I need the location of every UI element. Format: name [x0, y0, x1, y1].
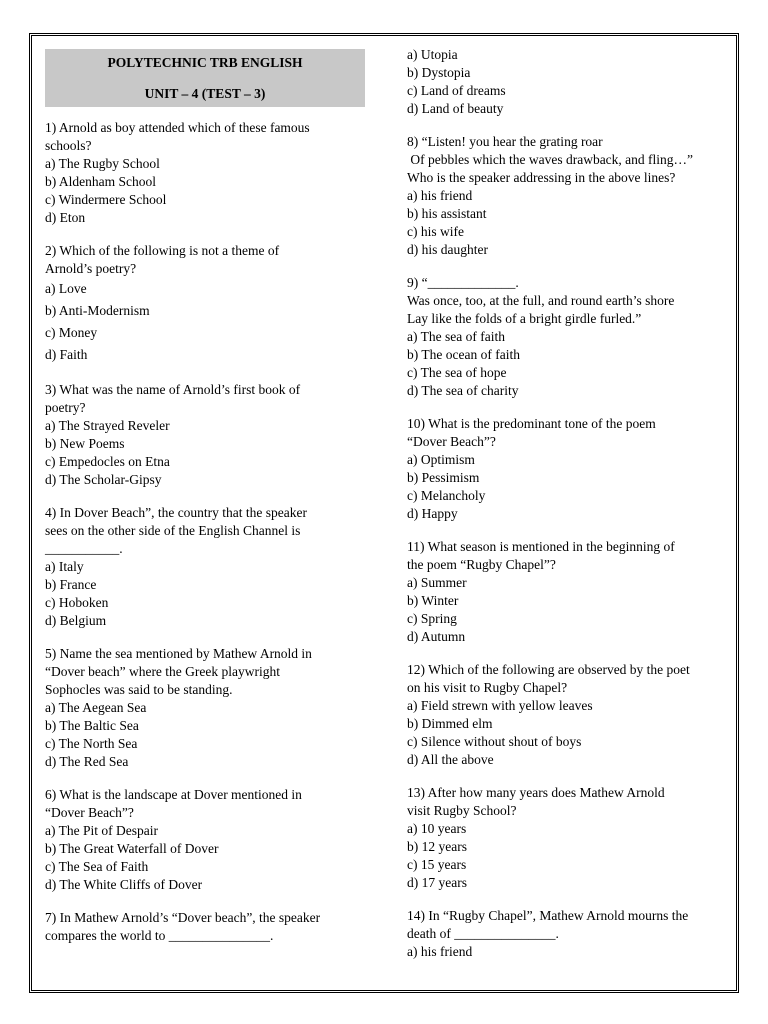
- option: c) The Sea of Faith: [45, 859, 149, 874]
- option: b) New Poems: [45, 436, 125, 451]
- question-text: Of pebbles which the waves drawback, and fling…”: [407, 152, 694, 167]
- left-column: [45, 46, 375, 960]
- question-2: [45, 242, 375, 366]
- question-text: 2) Which of the following is not a theme of: [45, 243, 280, 258]
- question-text: 13) After how many years does Mathew Arnold: [407, 785, 665, 800]
- option: c) Spring: [407, 611, 457, 626]
- option: b) his assistant: [407, 206, 487, 221]
- option: a) his friend: [407, 188, 473, 203]
- option: b) Pessimism: [407, 470, 480, 485]
- question-text: “Dover Beach”?: [407, 434, 496, 449]
- option: b) The Baltic Sea: [45, 718, 139, 733]
- option: a) The Rugby School: [45, 156, 160, 171]
- option: b) Dystopia: [407, 65, 471, 80]
- question-text: 4) In Dover Beach”, the country that the speaker: [45, 505, 308, 520]
- option: b) Dimmed elm: [407, 716, 493, 731]
- option: c) Silence without shout of boys: [407, 734, 582, 749]
- option: d) The sea of charity: [407, 383, 519, 398]
- question-text: schools?: [45, 138, 92, 153]
- question-13: [407, 784, 737, 892]
- option: b) France: [45, 577, 97, 592]
- question-8: [407, 133, 737, 259]
- option: a) Summer: [407, 575, 467, 590]
- question-text: 8) “Listen! you hear the grating roar: [407, 134, 603, 149]
- option: c) his wife: [407, 224, 464, 239]
- option: a) Utopia: [407, 47, 458, 62]
- option: c) The sea of hope: [407, 365, 507, 380]
- option: b) 12 years: [407, 839, 467, 854]
- option: d) Faith: [45, 347, 88, 362]
- question-text: visit Rugby School?: [407, 803, 517, 818]
- option: d) his daughter: [407, 242, 488, 257]
- option: a) 10 years: [407, 821, 467, 836]
- question-text: 3) What was the name of Arnold’s first book of: [45, 382, 301, 397]
- question-text: death of _______________.: [407, 926, 559, 941]
- question-5: [45, 645, 375, 771]
- option: a) The Strayed Reveler: [45, 418, 170, 433]
- option: b) Anti-Modernism: [45, 303, 150, 318]
- question-text: 12) Which of the following are observed by the poet: [407, 662, 690, 677]
- option: d) Eton: [45, 210, 86, 225]
- option: a) Love: [45, 281, 87, 296]
- option: a) The Pit of Despair: [45, 823, 158, 838]
- option: c) The North Sea: [45, 736, 138, 751]
- question-text: “Dover Beach”?: [45, 805, 134, 820]
- option: d) The Scholar-Gipsy: [45, 472, 162, 487]
- question-10: [407, 415, 737, 523]
- option: a) The sea of faith: [407, 329, 505, 344]
- question-text: Was once, too, at the full, and round earth’s shore: [407, 293, 675, 308]
- question-text: 14) In “Rugby Chapel”, Mathew Arnold mourns the: [407, 908, 689, 923]
- question-4: [45, 504, 375, 630]
- option: d) Belgium: [45, 613, 107, 628]
- option: b) The Great Waterfall of Dover: [45, 841, 219, 856]
- question-text: ___________.: [45, 541, 123, 556]
- question-text: Arnold’s poetry?: [45, 261, 137, 276]
- option: d) The White Cliffs of Dover: [45, 877, 203, 892]
- question-text: Lay like the folds of a bright girdle furled.”: [407, 311, 642, 326]
- question-6: [45, 786, 375, 894]
- option: d) Happy: [407, 506, 458, 521]
- option: c) 15 years: [407, 857, 467, 872]
- option: b) Winter: [407, 593, 459, 608]
- question-text: compares the world to _______________.: [45, 928, 274, 943]
- question-text: Sophocles was said to be standing.: [45, 682, 233, 697]
- option: c) Land of dreams: [407, 83, 506, 98]
- question-text: 7) In Mathew Arnold’s “Dover beach”, the speaker: [45, 910, 321, 925]
- option: c) Melancholy: [407, 488, 486, 503]
- question-text: 5) Name the sea mentioned by Mathew Arnold in: [45, 646, 312, 661]
- test-unit: UNIT – 4 (TEST – 3): [144, 86, 266, 101]
- option: d) Autumn: [407, 629, 466, 644]
- option: d) Land of beauty: [407, 101, 504, 116]
- option: a) his friend: [407, 944, 473, 959]
- question-text: 6) What is the landscape at Dover mentioned in: [45, 787, 302, 802]
- question-9: [407, 274, 737, 400]
- option: c) Windermere School: [45, 192, 167, 207]
- option: a) Italy: [45, 559, 84, 574]
- option: d) 17 years: [407, 875, 467, 890]
- test-header: [45, 49, 365, 107]
- option: c) Money: [45, 325, 98, 340]
- question-11: [407, 538, 737, 646]
- option: b) Aldenham School: [45, 174, 156, 189]
- option: a) The Aegean Sea: [45, 700, 147, 715]
- question-text: 11) What season is mentioned in the beginning of: [407, 539, 675, 554]
- test-title: POLYTECHNIC TRB ENGLISH: [107, 55, 303, 70]
- question-text: Who is the speaker addressing in the above lines?: [407, 170, 676, 185]
- option: b) The ocean of faith: [407, 347, 520, 362]
- question-12: [407, 661, 737, 769]
- question-text: 9) “_____________.: [407, 275, 519, 290]
- option: c) Empedocles on Etna: [45, 454, 170, 469]
- question-text: “Dover beach” where the Greek playwright: [45, 664, 281, 679]
- question-text: poetry?: [45, 400, 86, 415]
- option: c) Hoboken: [45, 595, 109, 610]
- option: a) Optimism: [407, 452, 475, 467]
- question-7-options: [407, 46, 737, 118]
- question-14: [407, 907, 737, 961]
- page-border: [29, 33, 739, 993]
- question-text: 10) What is the predominant tone of the poem: [407, 416, 656, 431]
- option: d) All the above: [407, 752, 494, 767]
- right-column: [407, 46, 737, 976]
- question-text: on his visit to Rugby Chapel?: [407, 680, 568, 695]
- question-3: [45, 381, 375, 489]
- question-text: sees on the other side of the English Channel is: [45, 523, 301, 538]
- question-7: [45, 909, 375, 945]
- option: d) The Red Sea: [45, 754, 129, 769]
- question-text: 1) Arnold as boy attended which of these famous: [45, 120, 310, 135]
- option: a) Field strewn with yellow leaves: [407, 698, 593, 713]
- question-text: the poem “Rugby Chapel”?: [407, 557, 556, 572]
- question-1: [45, 119, 375, 227]
